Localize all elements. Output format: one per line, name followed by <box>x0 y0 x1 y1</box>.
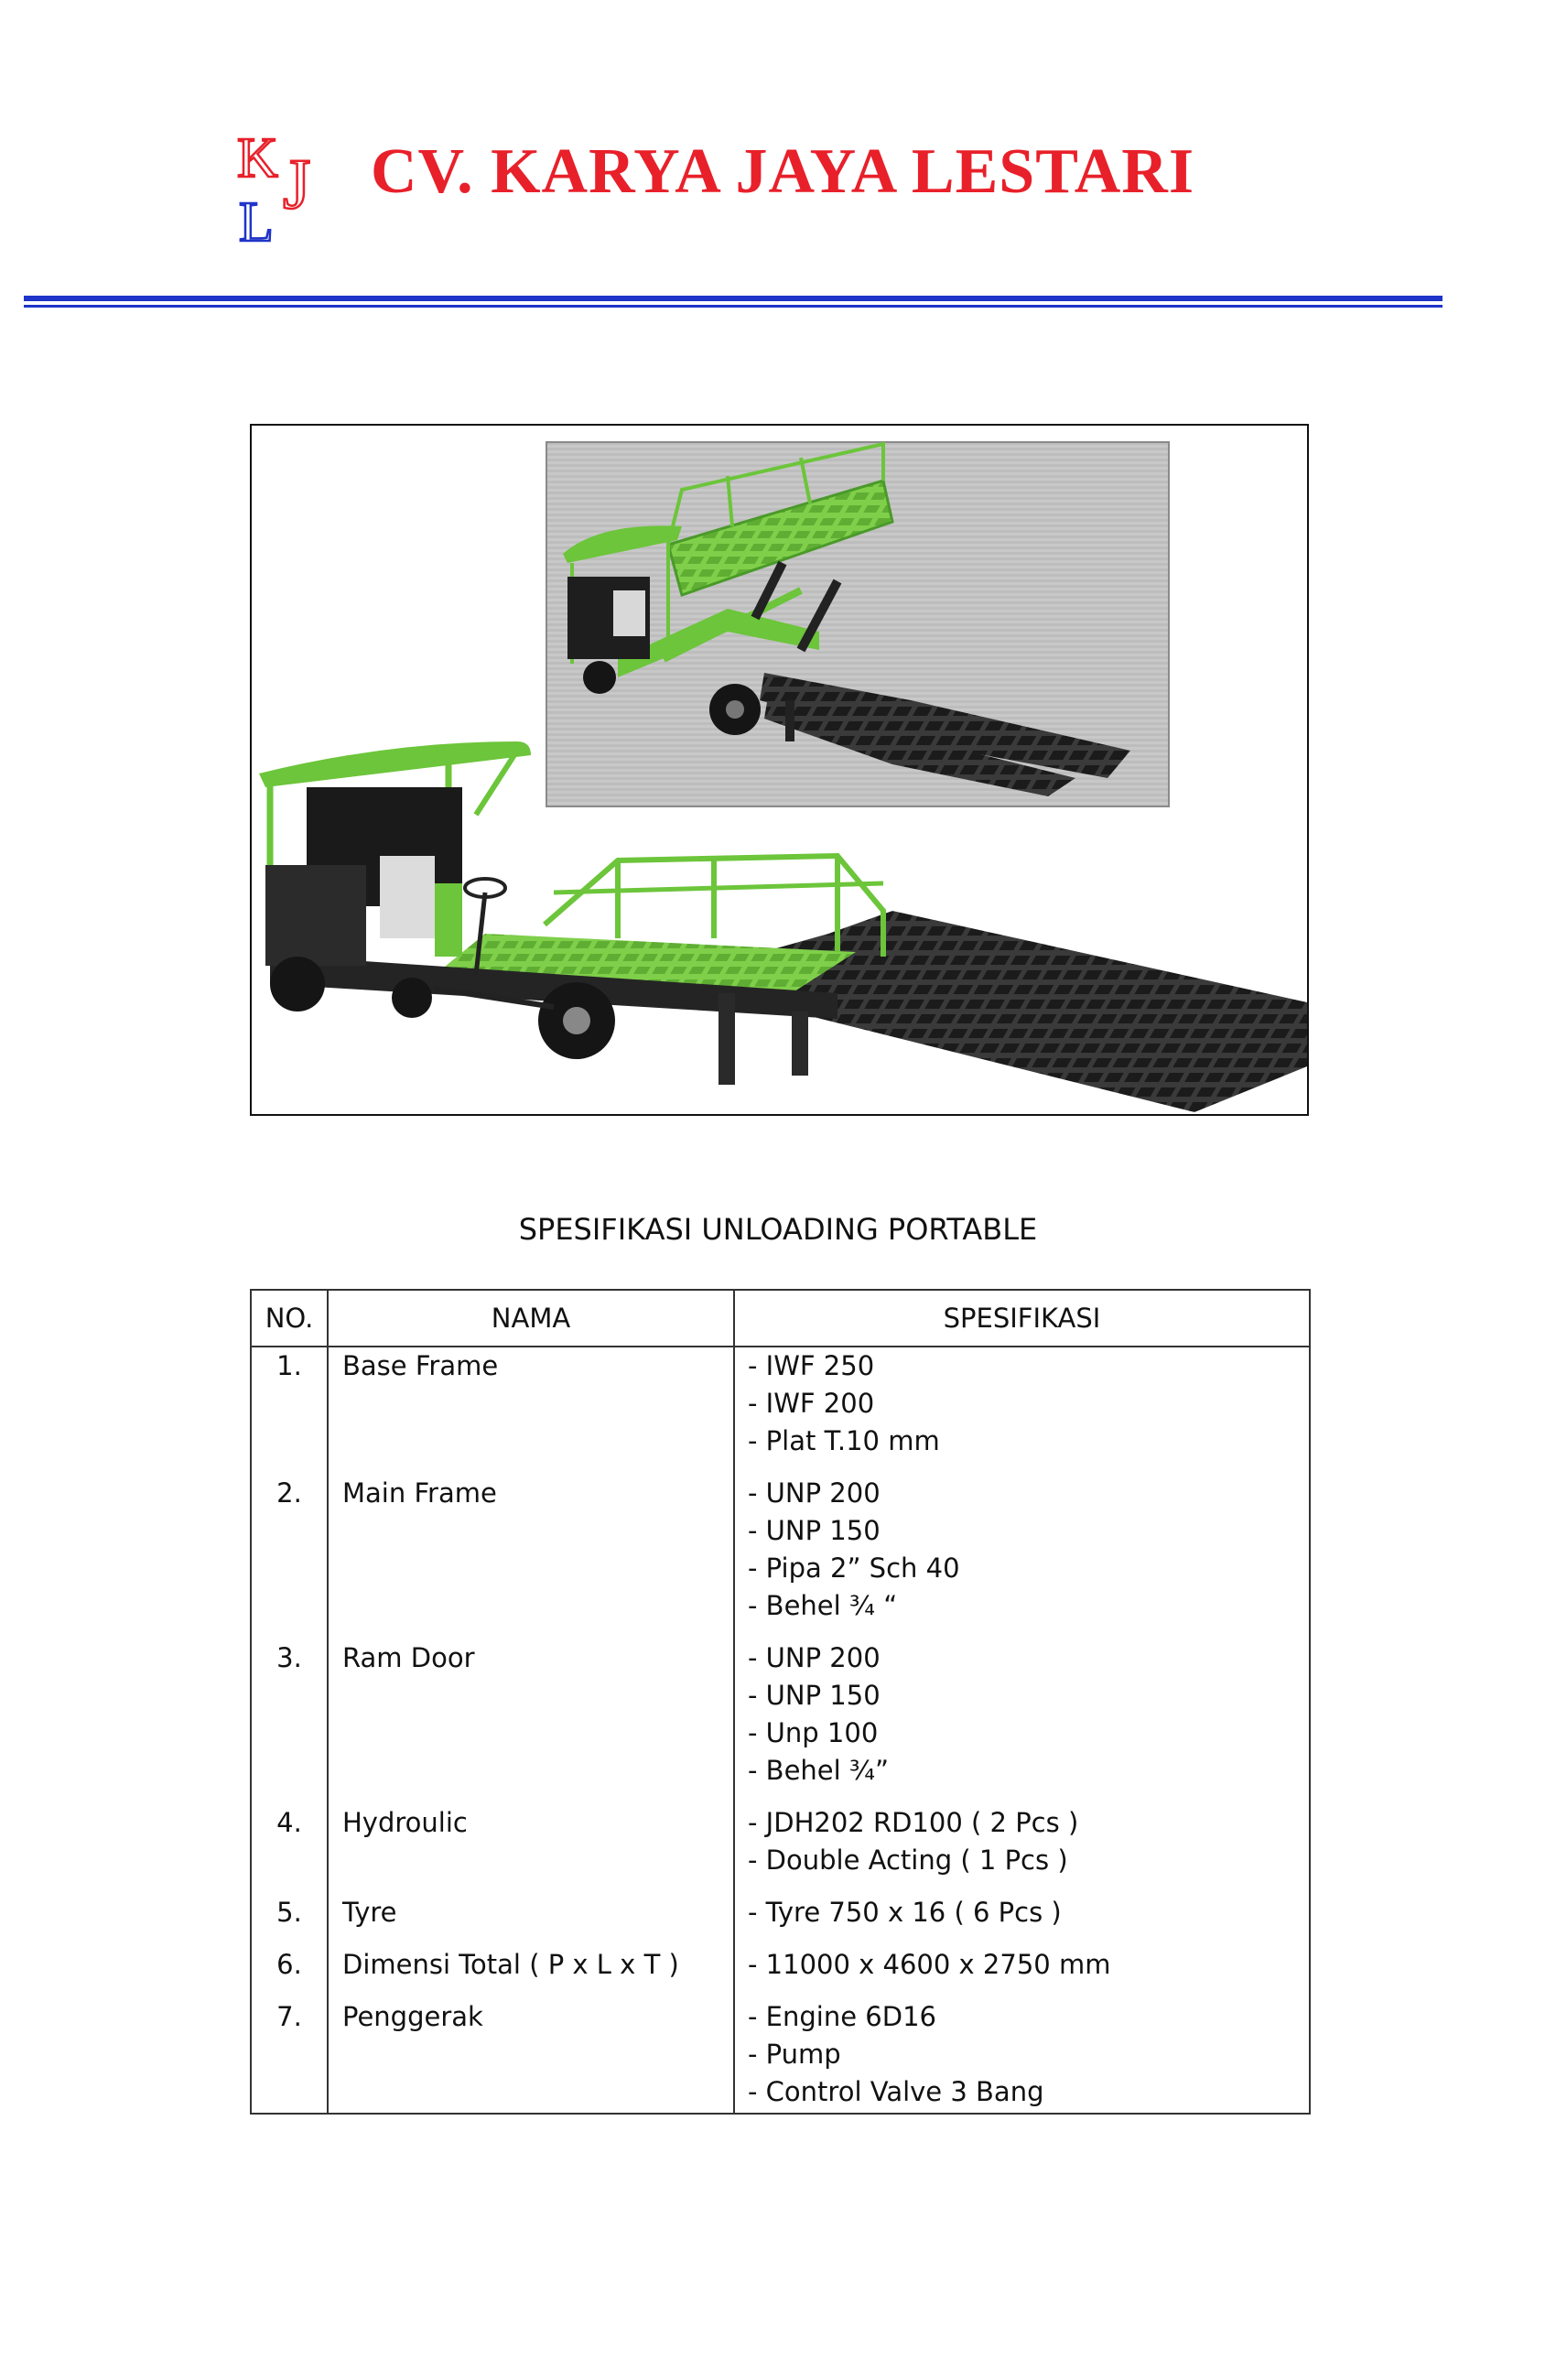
row-no: 3. <box>251 1639 328 1804</box>
table-row <box>251 1946 1310 1998</box>
table-row <box>251 1347 1310 1475</box>
spec-line: - Behel ¾ “ <box>748 1590 898 1621</box>
row-no: 6. <box>251 1946 328 1998</box>
header-divider-thin <box>24 305 1443 308</box>
inset-photo <box>546 442 1169 806</box>
spec-line: - Pump <box>748 2039 841 2070</box>
row-no: 2. <box>251 1475 328 1639</box>
row-name: Dimensi Total ( P x L x T ) <box>328 1946 734 1998</box>
row-name: Main Frame <box>328 1475 734 1639</box>
spec-title: SPESIFIKASI UNLOADING PORTABLE <box>518 1212 1038 1247</box>
spec-line: - IWF 200 <box>748 1388 875 1419</box>
row-no: 1. <box>251 1347 328 1475</box>
spec-line: - Pipa 2” Sch 40 <box>748 1552 960 1584</box>
row-specs <box>734 1347 1310 1475</box>
table-row <box>251 1998 1310 2114</box>
row-specs <box>734 1998 1310 2114</box>
header-divider <box>24 296 1443 301</box>
spec-line: - IWF 250 <box>748 1350 875 1381</box>
row-specs <box>734 1475 1310 1639</box>
spec-line: - Control Valve 3 Bang <box>748 2076 1044 2107</box>
row-specs <box>734 1946 1310 1998</box>
row-name: Penggerak <box>328 1998 734 2114</box>
spec-line: - UNP 200 <box>748 1477 881 1509</box>
company-name: CV. KARYA JAYA LESTARI <box>371 136 1195 207</box>
table-row <box>251 1804 1310 1894</box>
spec-line: - Engine 6D16 <box>748 2001 936 2032</box>
logo-letter-l: L <box>239 191 274 247</box>
row-no: 5. <box>251 1894 328 1946</box>
spec-line: - UNP 150 <box>748 1515 881 1546</box>
row-specs <box>734 1639 1310 1804</box>
product-photo-frame <box>250 424 1309 1116</box>
logo-letter-j: J <box>283 144 311 223</box>
logo-letter-k: K <box>237 127 278 189</box>
table-header-row <box>251 1290 1310 1347</box>
header-no: NO. <box>251 1290 328 1347</box>
table-row <box>251 1894 1310 1946</box>
row-specs <box>734 1894 1310 1946</box>
header-spec: SPESIFIKASI <box>734 1290 1310 1347</box>
spec-line: - 11000 x 4600 x 2750 mm <box>748 1949 1111 1980</box>
spec-line: - Unp 100 <box>748 1717 879 1748</box>
row-no: 4. <box>251 1804 328 1894</box>
spec-line: - UNP 200 <box>748 1642 881 1673</box>
row-name: Hydroulic <box>328 1804 734 1894</box>
spec-line: - Double Acting ( 1 Pcs ) <box>748 1844 1068 1876</box>
spec-line: - Behel ¾” <box>748 1755 890 1786</box>
row-specs <box>734 1804 1310 1894</box>
table-row <box>251 1639 1310 1804</box>
row-name: Tyre <box>328 1894 734 1946</box>
spec-line: - Tyre 750 x 16 ( 6 Pcs ) <box>748 1897 1062 1928</box>
spec-line: - UNP 150 <box>748 1680 881 1711</box>
row-no: 7. <box>251 1998 328 2114</box>
company-logo <box>233 124 334 247</box>
spec-line: - Plat T.10 mm <box>748 1425 940 1456</box>
row-name: Ram Door <box>328 1639 734 1804</box>
row-name: Base Frame <box>328 1347 734 1475</box>
spec-table <box>250 1289 1311 2115</box>
spec-line: - JDH202 RD100 ( 2 Pcs ) <box>748 1807 1079 1838</box>
unloading-portable-machine-photo <box>252 426 1307 1114</box>
table-row <box>251 1475 1310 1639</box>
header-name: NAMA <box>328 1290 734 1347</box>
